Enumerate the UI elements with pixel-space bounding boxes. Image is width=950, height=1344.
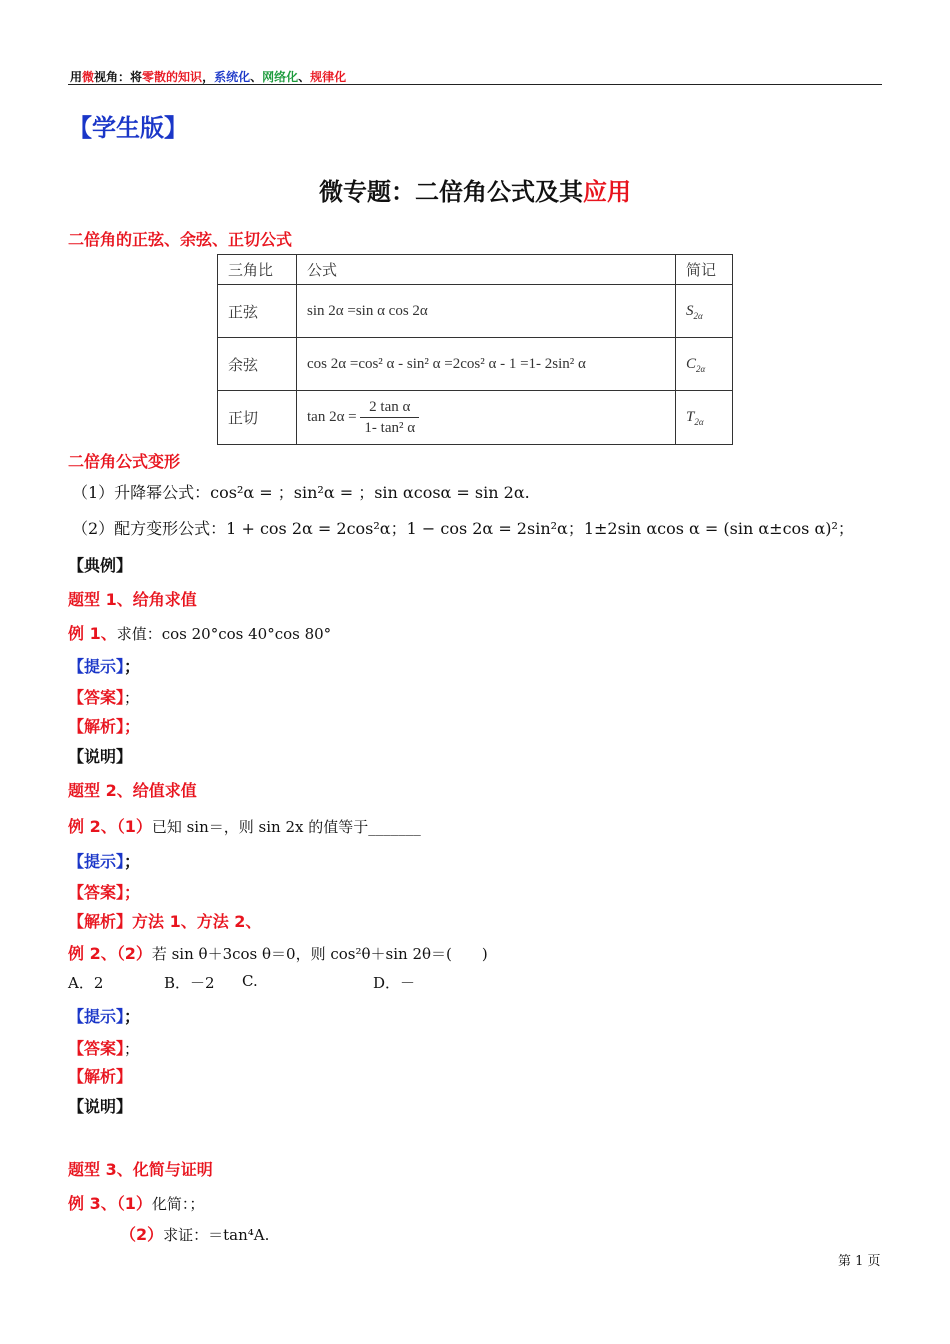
example-text: 化简：； — [151, 1195, 205, 1213]
hint-row — [68, 849, 140, 872]
title-highlight: 应用 — [583, 178, 631, 206]
header-divider — [68, 84, 882, 85]
fraction-denominator: 1- tan² α — [364, 420, 416, 436]
header-part: 视角：将 — [94, 70, 143, 84]
example-3a — [68, 1191, 204, 1214]
header-tagline — [70, 68, 346, 85]
table-cell-abbr — [676, 285, 733, 338]
page-title — [0, 172, 950, 207]
table-cell-formula: cos 2α =cos² α - sin² α =2cos² α - 1 =1- 2sin² α — [297, 338, 676, 391]
table-cell-formula: sin 2α =sin α cos 2α — [297, 285, 676, 338]
choice-b: B．－2 — [164, 974, 215, 992]
page-number: 第 1 页 — [838, 1254, 881, 1269]
fraction — [360, 397, 419, 438]
example-3b — [120, 1222, 269, 1245]
punctuation: ； — [124, 657, 141, 676]
version-label: 【学生版】 — [68, 114, 188, 142]
table-cell-name: 余弦 — [218, 338, 297, 391]
abbr-subscript: 2α — [693, 310, 703, 321]
abbr-letter: S — [686, 302, 694, 319]
punctuation: ； — [124, 1007, 141, 1026]
analysis-row — [68, 909, 261, 932]
choice-d: D．－ — [373, 974, 416, 992]
abbr-letter: C — [686, 355, 697, 372]
example-2a — [68, 814, 421, 837]
header-part: 零散的知识 — [142, 70, 203, 84]
header-part: 用 — [70, 70, 83, 84]
analysis-methods: 方法 1、方法 2、 — [132, 912, 262, 931]
header-part: 、 — [298, 70, 311, 84]
example-text: 求值：cos 20°cos 40°cos 80° — [116, 625, 332, 643]
question-type-heading: 题型 1、给角求值 — [68, 590, 197, 609]
example-label: （2） — [120, 1225, 164, 1244]
answer-row — [68, 1036, 139, 1059]
table-header-cell: 三角比 — [218, 255, 297, 285]
punctuation: ； — [124, 883, 141, 902]
answer-row — [68, 880, 140, 903]
punctuation: ； — [124, 1040, 140, 1058]
transform-line-2: （2）配方变形公式：1 + cos 2α = 2cos²α；1 − cos 2α = 2sin²α；1±2sin αcos α = (sin α±cos α)²； — [72, 519, 854, 538]
example-label: 例 1、 — [68, 624, 117, 643]
analysis-label: 【解析】 — [68, 717, 125, 736]
table-cell-formula — [297, 391, 676, 445]
punctuation: ； — [124, 717, 141, 736]
example-text: 求证：＝tan⁴A. — [163, 1226, 270, 1244]
transform-line-1: （1）升降幂公式：cos²α = ；sin²α = ；sin αcosα = sin 2α. — [72, 483, 530, 502]
analysis-label: 【解析】 — [68, 1067, 133, 1086]
example-text: 若 sin θ＋3cos θ＝0，则 cos²θ＋sin 2θ＝( ) — [151, 945, 488, 963]
example-1 — [68, 621, 331, 644]
note-label: 【说明】 — [68, 1097, 133, 1116]
formula-left: tan 2α = — [307, 408, 357, 425]
hint-label: 【提示】 — [68, 1007, 125, 1026]
answer-row — [68, 685, 139, 708]
question-type-heading: 题型 3、化简与证明 — [68, 1160, 213, 1179]
table-cell-abbr — [676, 338, 733, 391]
header-part: 规律化 — [310, 70, 347, 84]
answer-label: 【答案】 — [68, 688, 125, 707]
abbr-letter: T — [686, 409, 695, 425]
example-label: 例 3、（1） — [68, 1194, 152, 1213]
title-main: 微专题：二倍角公式及其 — [319, 178, 583, 206]
fraction-numerator: 2 tan α — [360, 397, 419, 418]
hint-label: 【提示】 — [68, 852, 125, 871]
table-row — [218, 338, 733, 391]
hint-row — [68, 654, 140, 677]
example-label: 例 2、（1） — [68, 817, 152, 836]
choice-a: A．2 — [68, 974, 104, 992]
punctuation: ； — [124, 689, 140, 707]
table-row — [218, 285, 733, 338]
table-cell-name: 正弦 — [218, 285, 297, 338]
punctuation: ； — [124, 852, 141, 871]
table-header-row — [218, 255, 733, 285]
note-label: 【说明】 — [68, 747, 133, 766]
header-part: 微 — [82, 70, 95, 84]
table-row — [218, 391, 733, 445]
question-type-heading: 题型 2、给值求值 — [68, 781, 197, 800]
example-label: 例 2、（2） — [68, 944, 152, 963]
table-header-cell: 公式 — [297, 255, 676, 285]
answer-label: 【答案】 — [68, 1039, 125, 1058]
answer-label: 【答案】 — [68, 883, 125, 902]
examples-label: 【典例】 — [68, 556, 133, 575]
example-text: 已知 sin＝，则 sin 2x 的值等于_______ — [151, 818, 421, 836]
choice-c: C. — [242, 972, 258, 990]
analysis-label: 【解析】 — [68, 912, 133, 931]
table-header-cell: 简记 — [676, 255, 733, 285]
table-cell-abbr — [676, 391, 733, 445]
header-part: 系统化 — [214, 70, 251, 84]
section-heading: 二倍角公式变形 — [68, 452, 181, 471]
section-heading: 二倍角的正弦、余弦、正切公式 — [68, 230, 293, 249]
analysis-row — [68, 714, 140, 737]
header-part: ， — [202, 70, 215, 84]
abbr-subscript: 2α — [696, 363, 706, 374]
table-cell-name: 正切 — [218, 391, 297, 445]
header-part: 、 — [250, 70, 263, 84]
example-2b — [68, 941, 488, 964]
hint-label: 【提示】 — [68, 657, 125, 676]
formula-table — [217, 254, 733, 445]
abbr-subscript: 2α — [694, 417, 704, 427]
hint-row — [68, 1004, 140, 1027]
header-part: 网络化 — [262, 70, 299, 84]
